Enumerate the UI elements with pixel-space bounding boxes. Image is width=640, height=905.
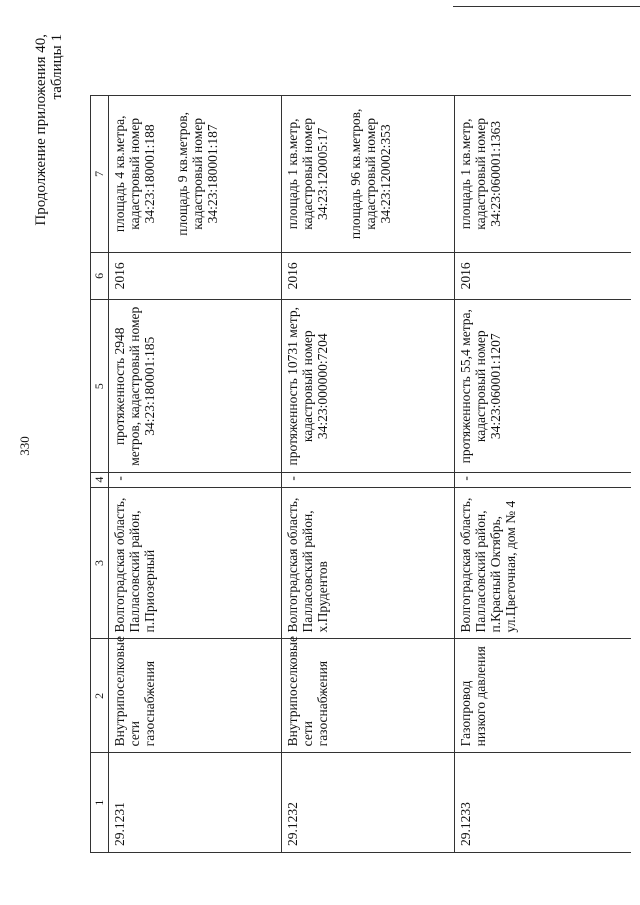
column-header-7: 7 [91, 96, 109, 253]
object-year: 2016 [109, 252, 282, 299]
land-plot-info [282, 96, 455, 253]
object-year: 2016 [282, 252, 455, 299]
column-4-value: - [109, 473, 282, 487]
column-header-3: 3 [91, 487, 109, 639]
land-plot-2: площадь 9 кв.метров, кадастровый номер 34:23:180001:187 [175, 111, 220, 236]
page-number: 330 [17, 436, 32, 456]
object-length: протяженность 2948 метров, кадастровый номер 34:23:180001:185 [109, 300, 282, 473]
object-length: протяженность 55,4 метра, кадастровый номер 34:23:060001:1207 [455, 300, 631, 473]
object-name: Внутрипоселковые сети газоснабжения [282, 639, 455, 753]
row-number: 29.1231 [109, 753, 282, 853]
column-number-row [91, 96, 109, 853]
row-number: 29.1233 [455, 753, 631, 853]
land-plot-info [455, 96, 631, 253]
table-row [455, 96, 631, 853]
object-length: протяженность 10731 метр, кадастровый номер 34:23:000000:7204 [282, 300, 455, 473]
table-row [282, 96, 455, 853]
table-row [109, 96, 282, 853]
column-header-2: 2 [91, 639, 109, 753]
column-4-value: - [455, 473, 631, 487]
rotated-table-container [90, 95, 637, 853]
land-plot-2: площадь 96 кв.метров, кадастровый номер 34:23:120002:353 [348, 108, 393, 240]
land-plot-1: площадь 4 кв.метра, кадастровый номер 34:23:180001:188 [112, 115, 157, 233]
object-address: Волгоградская область, Палласовский район, п.Приозерный [109, 487, 282, 639]
column-header-1: 1 [91, 753, 109, 853]
row-number: 29.1232 [282, 753, 455, 853]
object-year: 2016 [455, 252, 631, 299]
land-plot-1: площадь 1 кв.метр, кадастровый номер 34:23:120005:17 [285, 117, 330, 230]
table-caption [33, 32, 93, 252]
land-plot-info [109, 96, 282, 253]
column-header-6: 6 [91, 252, 109, 299]
column-header-5: 5 [91, 300, 109, 473]
gas-network-table [90, 95, 631, 853]
land-plot-1: площадь 1 кв.метр, кадастровый номер 34:23:060001:1363 [458, 117, 503, 230]
caption-line-1: Продолжение приложения 40, [33, 34, 49, 226]
top-rule [453, 6, 640, 7]
object-address: Волгоградская область, Палласовский район, х.Прудентов [282, 487, 455, 639]
column-4-value: - [282, 473, 455, 487]
object-name: Внутрипоселковые сети газоснабжения [109, 639, 282, 753]
caption-line-2: таблицы 1 [49, 34, 65, 100]
object-name: Газопровод низкого давления [455, 639, 631, 753]
object-address: Волгоградская область, Палласовский район, п.Красный Октябрь, ул.Цветочная, дом № 4 [455, 487, 631, 639]
column-header-4: 4 [91, 473, 109, 487]
